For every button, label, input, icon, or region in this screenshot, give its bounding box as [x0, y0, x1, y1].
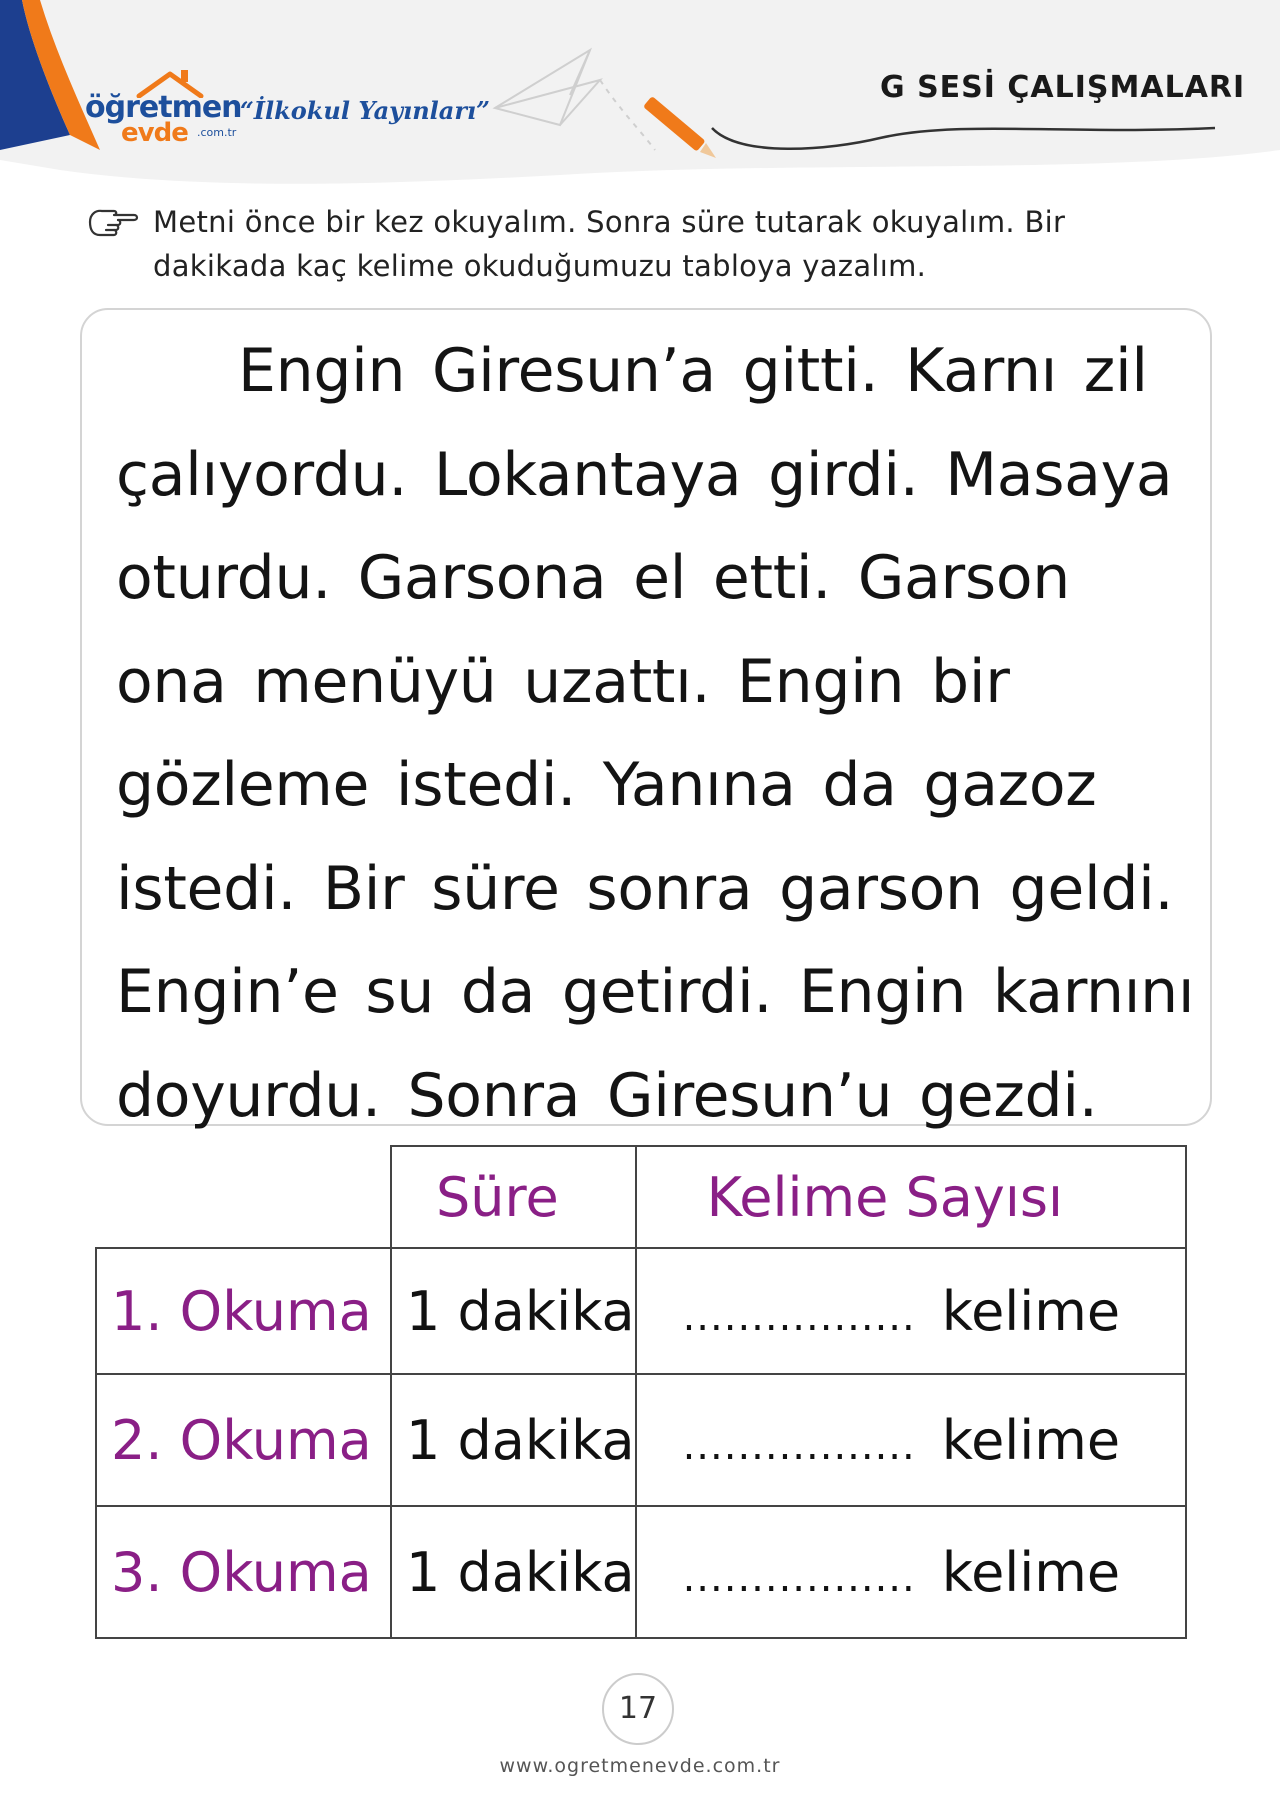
- reading-record-table: [95, 1145, 1187, 1639]
- table-row: [96, 1506, 1186, 1638]
- header-duration-label: Süre: [436, 1165, 559, 1229]
- table-row: [96, 1374, 1186, 1506]
- reading-label: 2. Okuma: [96, 1374, 391, 1506]
- word-count-cell[interactable]: [636, 1248, 1186, 1374]
- word-unit: kelime: [941, 1279, 1121, 1343]
- logo-domain: .com.tr: [197, 126, 237, 139]
- word-unit: kelime: [941, 1540, 1121, 1604]
- reading-duration: 1 dakika: [391, 1248, 636, 1374]
- reading-text-box: [80, 308, 1212, 1131]
- word-unit: kelime: [941, 1408, 1121, 1472]
- reading-label: 3. Okuma: [96, 1506, 391, 1638]
- reading-duration: 1 dakika: [391, 1506, 636, 1638]
- table-row: [96, 1248, 1186, 1374]
- reading-label: 1. Okuma: [96, 1248, 391, 1374]
- word-count-cell[interactable]: [636, 1374, 1186, 1506]
- reading-duration: 1 dakika: [391, 1374, 636, 1506]
- table-corner-cell: [96, 1146, 391, 1248]
- word-count-blank[interactable]: .................: [682, 1554, 916, 1601]
- logo-word-evde: evde: [121, 118, 188, 148]
- logo-word-ogretmen: öğretmen: [85, 90, 242, 125]
- website-url: www.ogretmenevde.com.tr: [499, 1755, 781, 1777]
- header-word-count-label: Kelime Sayısı: [706, 1165, 1063, 1229]
- word-count-cell[interactable]: [636, 1506, 1186, 1638]
- publisher-name: “İlkokul Yayınları”: [240, 96, 490, 125]
- ogretmenevde-logo: [85, 68, 245, 148]
- story-paragraph: Engin Giresun’a gitti. Karnı zil çalıyordu. Lokantaya girdi. Masaya oturdu. Garsona el etti. Garson ona menüyü uzattı. Engin bir gözleme istedi. Yanına da gazoz istedi. Bir süre sonra garson geldi. Engin’e su da getirdi. Engin karnını doyurdu. Sonra Giresun’u gezdi.: [116, 336, 1195, 1131]
- header-word-count: [636, 1146, 1186, 1248]
- pointing-hand-icon: [84, 200, 140, 244]
- worksheet-title: G SESİ ÇALIŞMALARI: [880, 70, 1246, 105]
- header-duration: [391, 1146, 636, 1248]
- table-header-row: [96, 1146, 1186, 1248]
- page-number: 17: [602, 1673, 674, 1745]
- word-count-blank[interactable]: .................: [682, 1422, 916, 1469]
- word-count-blank[interactable]: .................: [682, 1293, 916, 1340]
- instruction-text: Metni önce bir kez okuyalım. Sonra süre tutarak okuyalım. Bir dakikada kaç kelime okuduğumuzu tabloya yazalım.: [153, 205, 1066, 283]
